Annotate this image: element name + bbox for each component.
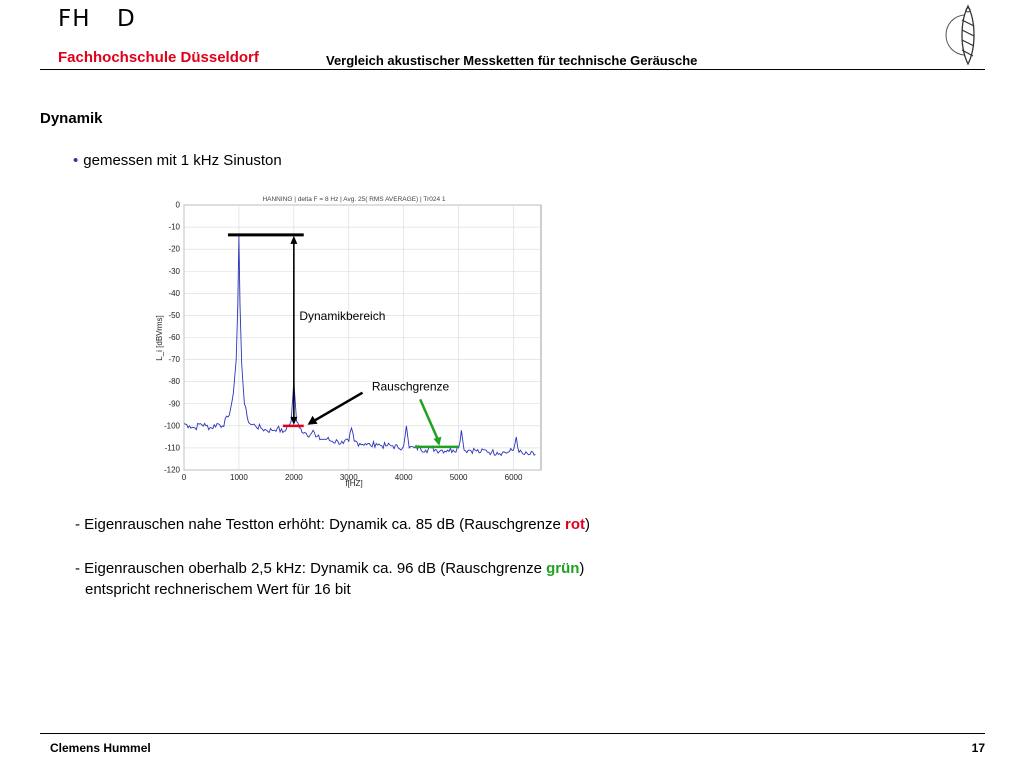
y-tick-labels (164, 201, 181, 475)
y-tick-label: -60 (168, 333, 180, 342)
x-tick-label: 1000 (230, 473, 248, 482)
y-tick-label: -30 (168, 266, 180, 276)
x-tick-label: 4000 (394, 473, 413, 482)
section-title: Dynamik (40, 110, 103, 127)
school-emblem-icon (940, 2, 980, 68)
dynamic-range-label: Dynamikbereich (299, 308, 386, 323)
note-1-highlight: rot (565, 516, 586, 533)
chart-title: HANNING | delta F = 8 Hz | Avg. 25( RMS AVERAGE) | Tr024 1 (262, 196, 446, 203)
y-tick-label: -10 (168, 222, 180, 232)
footer-divider (40, 733, 985, 734)
footer-author: Clemens Hummel (50, 741, 151, 755)
y-axis-label: L_i [dBVrms] (155, 315, 164, 361)
page-number: 17 (971, 741, 985, 755)
x-tick-label: 3000 (339, 473, 358, 482)
bullet-item (73, 152, 282, 169)
y-tick-label: -50 (168, 310, 180, 320)
y-tick-label: -20 (168, 244, 180, 254)
y-tick-label: -120 (163, 465, 180, 475)
note-2-text: - Eigenrauschen oberhalb 2,5 kHz: Dynamik ca. 96 dB (Rauschgrenze (75, 560, 547, 577)
y-tick-label: -80 (168, 377, 180, 387)
logo-d: D (117, 6, 135, 32)
note-2-highlight: grün (546, 560, 580, 577)
y-tick-label: -70 (168, 355, 180, 365)
note-line-1 (75, 516, 590, 533)
noise-limit-label: Rauschgrenze (371, 379, 450, 394)
logo-fh: FH (58, 6, 91, 32)
y-tick-label: -40 (168, 288, 180, 298)
x-tick-label: 6000 (504, 473, 523, 482)
presentation-subtitle: Vergleich akustischer Messketten für technische Geräusche (326, 53, 698, 68)
y-tick-label: -90 (168, 399, 180, 409)
x-axis-label: f[HZ] (345, 479, 363, 488)
note-3-text: entspricht rechnerischem Wert für 16 bit (85, 581, 351, 598)
header-divider (40, 69, 985, 70)
spectrum-chart (150, 188, 550, 488)
note-1-text: - Eigenrauschen nahe Testton erhöht: Dynamik ca. 85 dB (Rauschgrenze (75, 516, 566, 533)
note-line-2 (75, 558, 584, 600)
y-tick-label: 0 (175, 200, 180, 210)
x-tick-label: 5000 (449, 473, 468, 482)
y-tick-label: -110 (164, 443, 180, 453)
note-1-suffix: ) (585, 516, 591, 533)
x-tick-label: 2000 (284, 473, 303, 482)
x-tick-label: 0 (181, 473, 187, 482)
y-tick-label: -100 (163, 421, 180, 431)
bullet-text: gemessen mit 1 kHz Sinuston (83, 152, 282, 169)
school-name: Fachhochschule Düsseldorf (58, 49, 259, 66)
bullet-dot-icon: • (73, 152, 79, 169)
note-2-suffix: ) (579, 560, 585, 577)
